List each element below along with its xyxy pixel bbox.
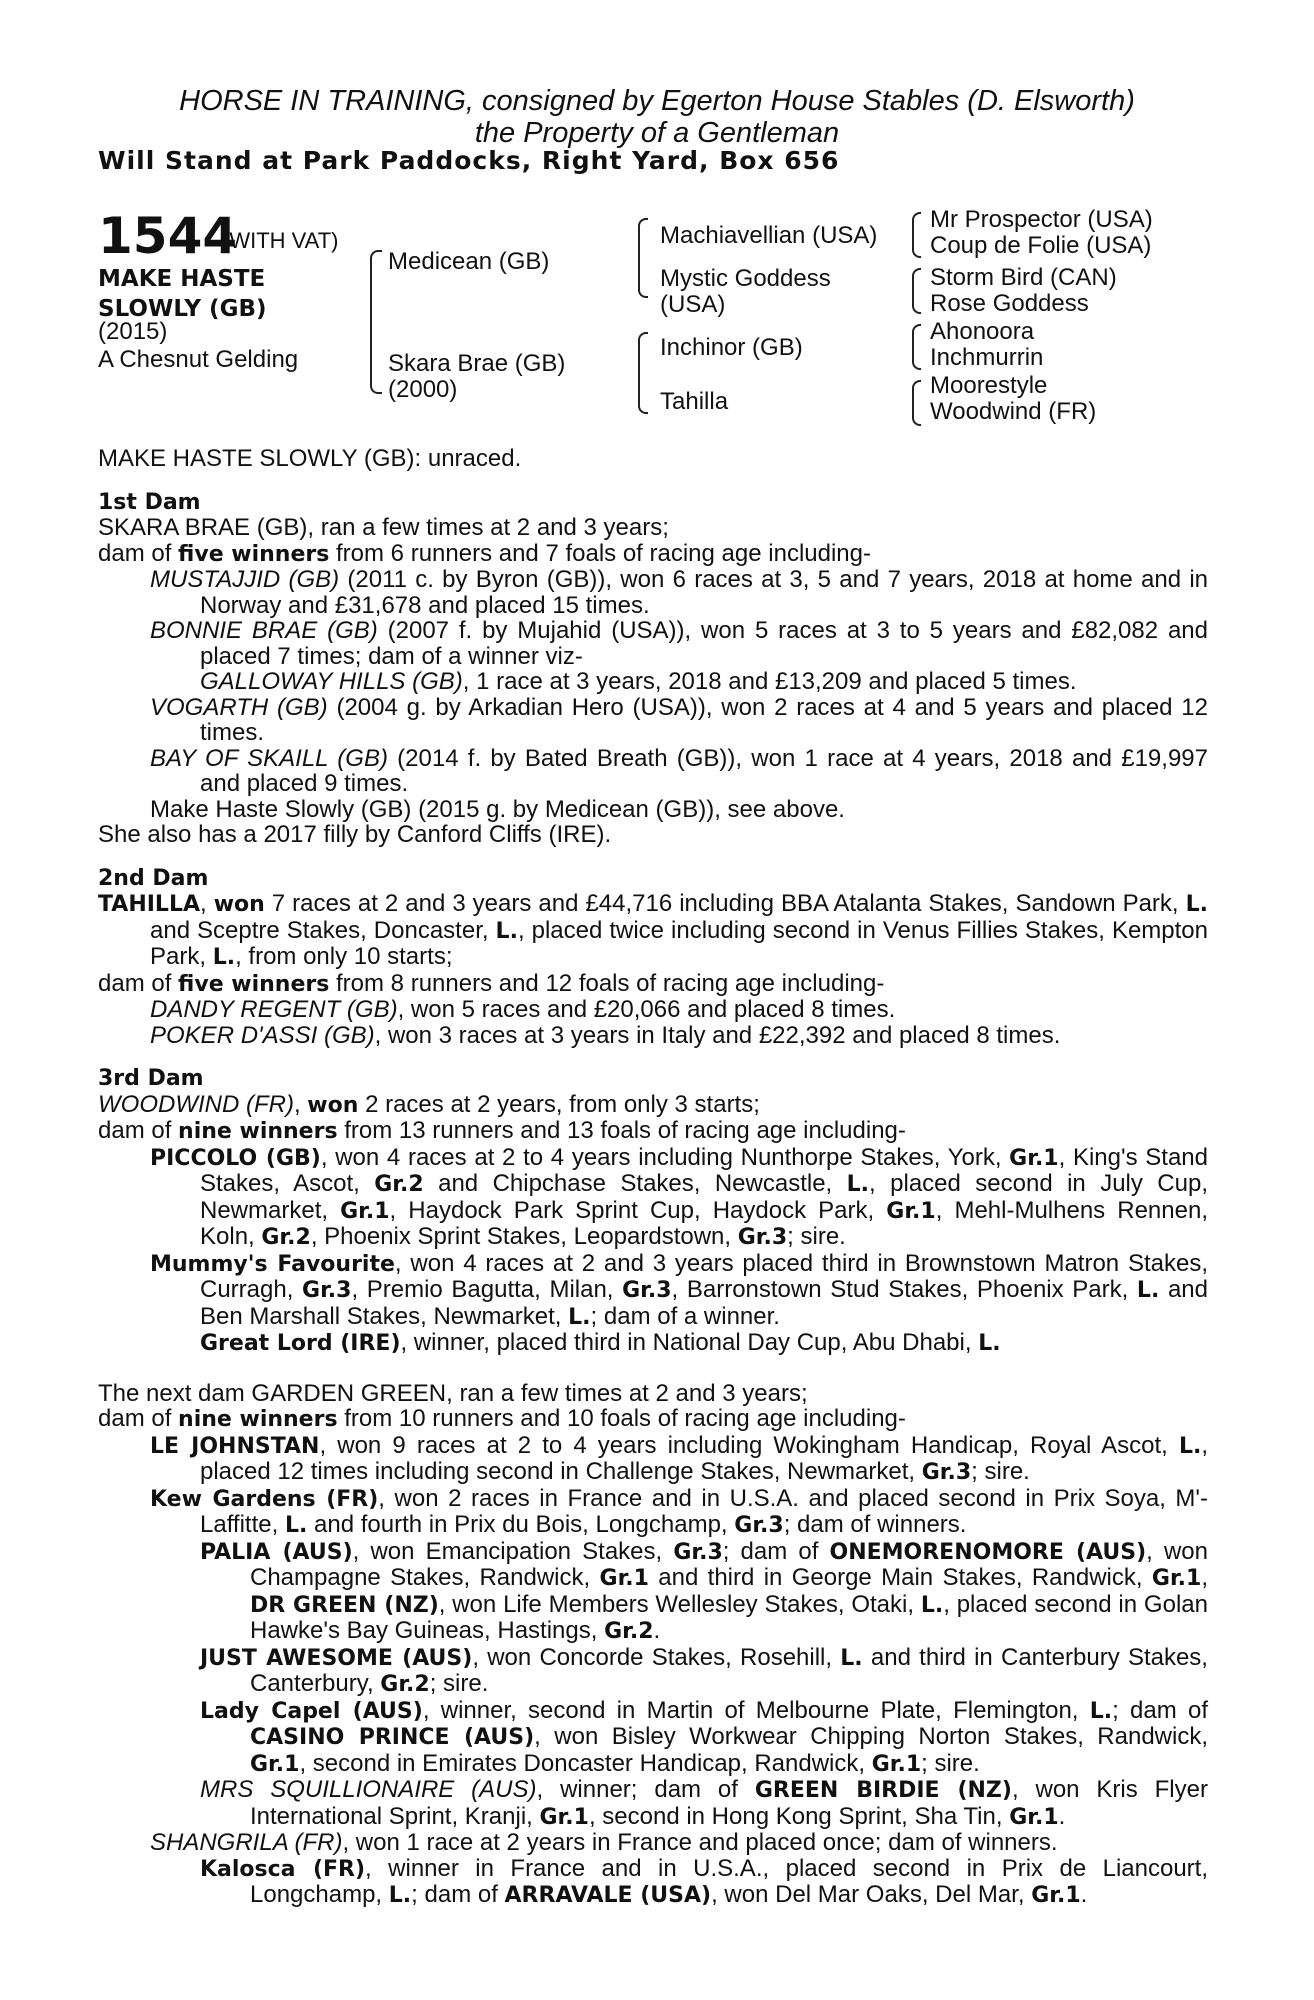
second-dam-heading: 2nd Dam xyxy=(98,865,209,891)
race-summary: MAKE HASTE SLOWLY (GB): unraced. xyxy=(98,445,522,472)
fourth-dam-produce: dam of nine winners from 10 runners and 10 foals of racing age including- xyxy=(98,1405,906,1432)
pedigree-brace-3a xyxy=(912,212,921,258)
lot-number: 1544 xyxy=(98,207,238,265)
first-dam-record: SKARA BRAE (GB), ran a few times at 2 and 3 years; xyxy=(98,514,669,541)
produce-entry: Lady Capel (AUS), winner, second in Martin of Melbourne Plate, Flemington, L.; dam of CASINO PRINCE (AUS), won Bisley Workwear Chipping Norton Stakes, Randwick, Gr.1, second in Emirates Doncaster Handicap, Randwick, Gr.1; sire. xyxy=(200,1696,1209,1777)
produce-entry: MUSTAJJID (GB) (2011 c. by Byron (GB)), won 6 races at 3, 5 and 7 years, 2018 at home and in Norway and £31,678 and placed 15 times. xyxy=(150,566,1208,619)
horse-name-line2: SLOWLY (GB) xyxy=(98,296,267,322)
produce-entry: POKER D'ASSI (GB), won 3 races at 3 years in Italy and £22,392 and placed 8 times. xyxy=(150,1021,1061,1049)
header-consignor: HORSE IN TRAINING, consigned by Egerton House Stables (D. Elsworth) xyxy=(179,85,1135,117)
third-dam-produce: dam of nine winners from 13 runners and 13 foals of racing age including- xyxy=(98,1117,906,1144)
produce-entry: DANDY REGENT (GB), won 5 races and £20,066 and placed 8 times. xyxy=(150,996,896,1023)
pedigree-brace-3b xyxy=(912,268,921,314)
produce-entry: BAY OF SKAILL (GB) (2014 f. by Bated Breath (GB)), won 1 race at 4 years, 2018 and £19,997 and placed 9 times. xyxy=(150,744,1208,797)
horse-description: A Chesnut Gelding xyxy=(98,346,299,373)
pedigree-brace-3c xyxy=(912,324,921,370)
horse-name xyxy=(98,264,328,324)
catalogue-body xyxy=(98,446,1208,1909)
produce-entry: SHANGRILA (FR), won 1 race at 2 years in France and placed once; dam of winners. xyxy=(150,1829,1058,1856)
pedigree-sds: Storm Bird (CAN) xyxy=(930,264,1117,291)
header-property: the Property of a Gentleman xyxy=(474,117,840,149)
produce-entry: BONNIE BRAE (GB) (2007 f. by Mujahid (USA)), won 5 races at 3 to 5 years and £82,082 and placed 7 times; dam of a winner viz- xyxy=(150,617,1208,670)
pedigree-sss: Mr Prospector (USA) xyxy=(930,206,1153,233)
pedigree-ddd: Woodwind (FR) xyxy=(930,398,1097,425)
second-dam-produce: dam of five winners from 8 runners and 12 foals of racing age including- xyxy=(98,969,885,997)
produce-entry: VOGARTH (GB) (2004 g. by Arkadian Hero (USA)), won 2 races at 4 and 5 years and placed 12 times. xyxy=(150,693,1208,746)
pedigree-brace-1 xyxy=(370,250,382,394)
produce-entry: JUST AWESOME (AUS), won Concorde Stakes, Rosehill, L. and third in Canterbury Stakes, Canterbury, Gr.2; sire. xyxy=(200,1643,1208,1697)
pedigree-sire-dam-line2: (USA) xyxy=(660,291,726,318)
produce-entry: Kalosca (FR), winner in France and in U.S.A., placed second in Prix de Liancourt, Longchamp, L.; dam of ARRAVALE (USA), won Del Mar Oaks, Del Mar, Gr.1. xyxy=(200,1854,1208,1908)
produce-entry: GALLOWAY HILLS (GB), 1 race at 3 years, 2018 and £13,209 and placed 5 times. xyxy=(200,668,1077,695)
first-dam-note: She also has a 2017 filly by Canford Cliffs (IRE). xyxy=(98,821,612,848)
produce-entry: MRS SQUILLIONAIRE (AUS), winner; dam of GREEN BIRDIE (NZ), won Kris Flyer International Sprint, Kranji, Gr.1, second in Hong Kong Sprint, Sha Tin, Gr.1. xyxy=(200,1776,1208,1830)
produce-entry: Make Haste Slowly (GB) (2015 g. by Medicean (GB)), see above. xyxy=(150,795,845,823)
header-location: Will Stand at Park Paddocks, Right Yard, Box 656 xyxy=(98,146,840,175)
pedigree-sdd: Rose Goddess xyxy=(930,290,1089,317)
pedigree-brace-2b xyxy=(638,332,648,414)
pedigree-dam-sire: Inchinor (GB) xyxy=(660,334,803,361)
produce-entry: PALIA (AUS), won Emancipation Stakes, Gr.3; dam of ONEMORENOMORE (AUS), won Champagne Stakes, Randwick, Gr.1 and third in George Main Stakes, Randwick, Gr.1, DR GREEN (NZ), won Life Members Wellesley Stakes, Otaki, L., placed second in Golan Hawke's Bay Guineas, Hastings, Gr.2. xyxy=(200,1537,1208,1644)
lot-vat: (WITH VAT) xyxy=(222,228,339,253)
pedigree-dam-line1: Skara Brae (GB) xyxy=(388,350,566,377)
pedigree-sire-sire: Machiavellian (USA) xyxy=(660,222,878,249)
first-dam-produce: dam of five winners from 6 runners and 7 foals of racing age including- xyxy=(98,539,871,567)
horse-name-line1: MAKE HASTE xyxy=(98,266,266,292)
pedigree-dsd: Inchmurrin xyxy=(930,344,1044,371)
produce-entry: PICCOLO (GB), won 4 races at 2 to 4 years including Nunthorpe Stakes, York, Gr.1, King's Stand Stakes, Ascot, Gr.2 and Chipchase Stakes, Newcastle, L., placed second in July Cup, Newmarket, Gr.1, Haydock Park Sprint Cup, Haydock Park, Gr.1, Mehl-Mulhens Rennen, Koln, Gr.2, Phoenix Sprint Stakes, Leopardstown, Gr.3; sire. xyxy=(150,1143,1208,1250)
pedigree-brace-2a xyxy=(638,218,648,298)
pedigree-dss: Ahonoora xyxy=(930,318,1035,345)
produce-entry: Mummy's Favourite, won 4 races at 2 and 3 years placed third in Brownstown Matron Stakes, Curragh, Gr.3, Premio Bagutta, Milan, Gr.3, Barronstown Stud Stakes, Phoenix Park, L. and Ben Marshall Stakes, Newmarket, L.; dam of a winner. xyxy=(150,1249,1209,1330)
produce-entry: Kew Gardens (FR), won 2 races in France and in U.S.A. and placed second in Prix Soya, M'-Laffitte, L. and fourth in Prix du Bois, Longchamp, Gr.3; dam of winners. xyxy=(150,1484,1209,1538)
first-dam-heading: 1st Dam xyxy=(98,489,201,515)
second-dam-record: TAHILLA, won 7 races at 2 and 3 years and £44,716 including BBA Atalanta Stakes, Sandown Park, L. and Sceptre Stakes, Doncaster, L., placed twice including second in Venus Fillies Stakes, Kempton Park, L., from only 10 starts; xyxy=(98,890,1209,970)
pedigree-dam-line2: (2000) xyxy=(388,376,458,403)
fourth-dam-record: The next dam GARDEN GREEN, ran a few times at 2 and 3 years; xyxy=(98,1379,808,1407)
third-dam-record: WOODWIND (FR), won 2 races at 2 years, from only 3 starts; xyxy=(98,1090,760,1118)
third-dam-heading: 3rd Dam xyxy=(98,1066,204,1091)
produce-entry: Great Lord (IRE), winner, placed third in National Day Cup, Abu Dhabi, L. xyxy=(200,1329,1001,1356)
pedigree-brace-3d xyxy=(912,380,921,426)
pedigree-ssd: Coup de Folie (USA) xyxy=(930,232,1152,259)
pedigree-sire-dam-line1: Mystic Goddess xyxy=(660,265,831,292)
horse-year: (2015) xyxy=(98,318,168,345)
produce-entry: LE JOHNSTAN, won 9 races at 2 to 4 years including Wokingham Handicap, Royal Ascot, L., placed 12 times including second in Challenge Stakes, Newmarket, Gr.3; sire. xyxy=(150,1431,1209,1485)
pedigree-dds: Moorestyle xyxy=(930,372,1048,399)
pedigree-sire: Medicean (GB) xyxy=(388,248,550,275)
pedigree-dam-dam: Tahilla xyxy=(660,388,729,415)
